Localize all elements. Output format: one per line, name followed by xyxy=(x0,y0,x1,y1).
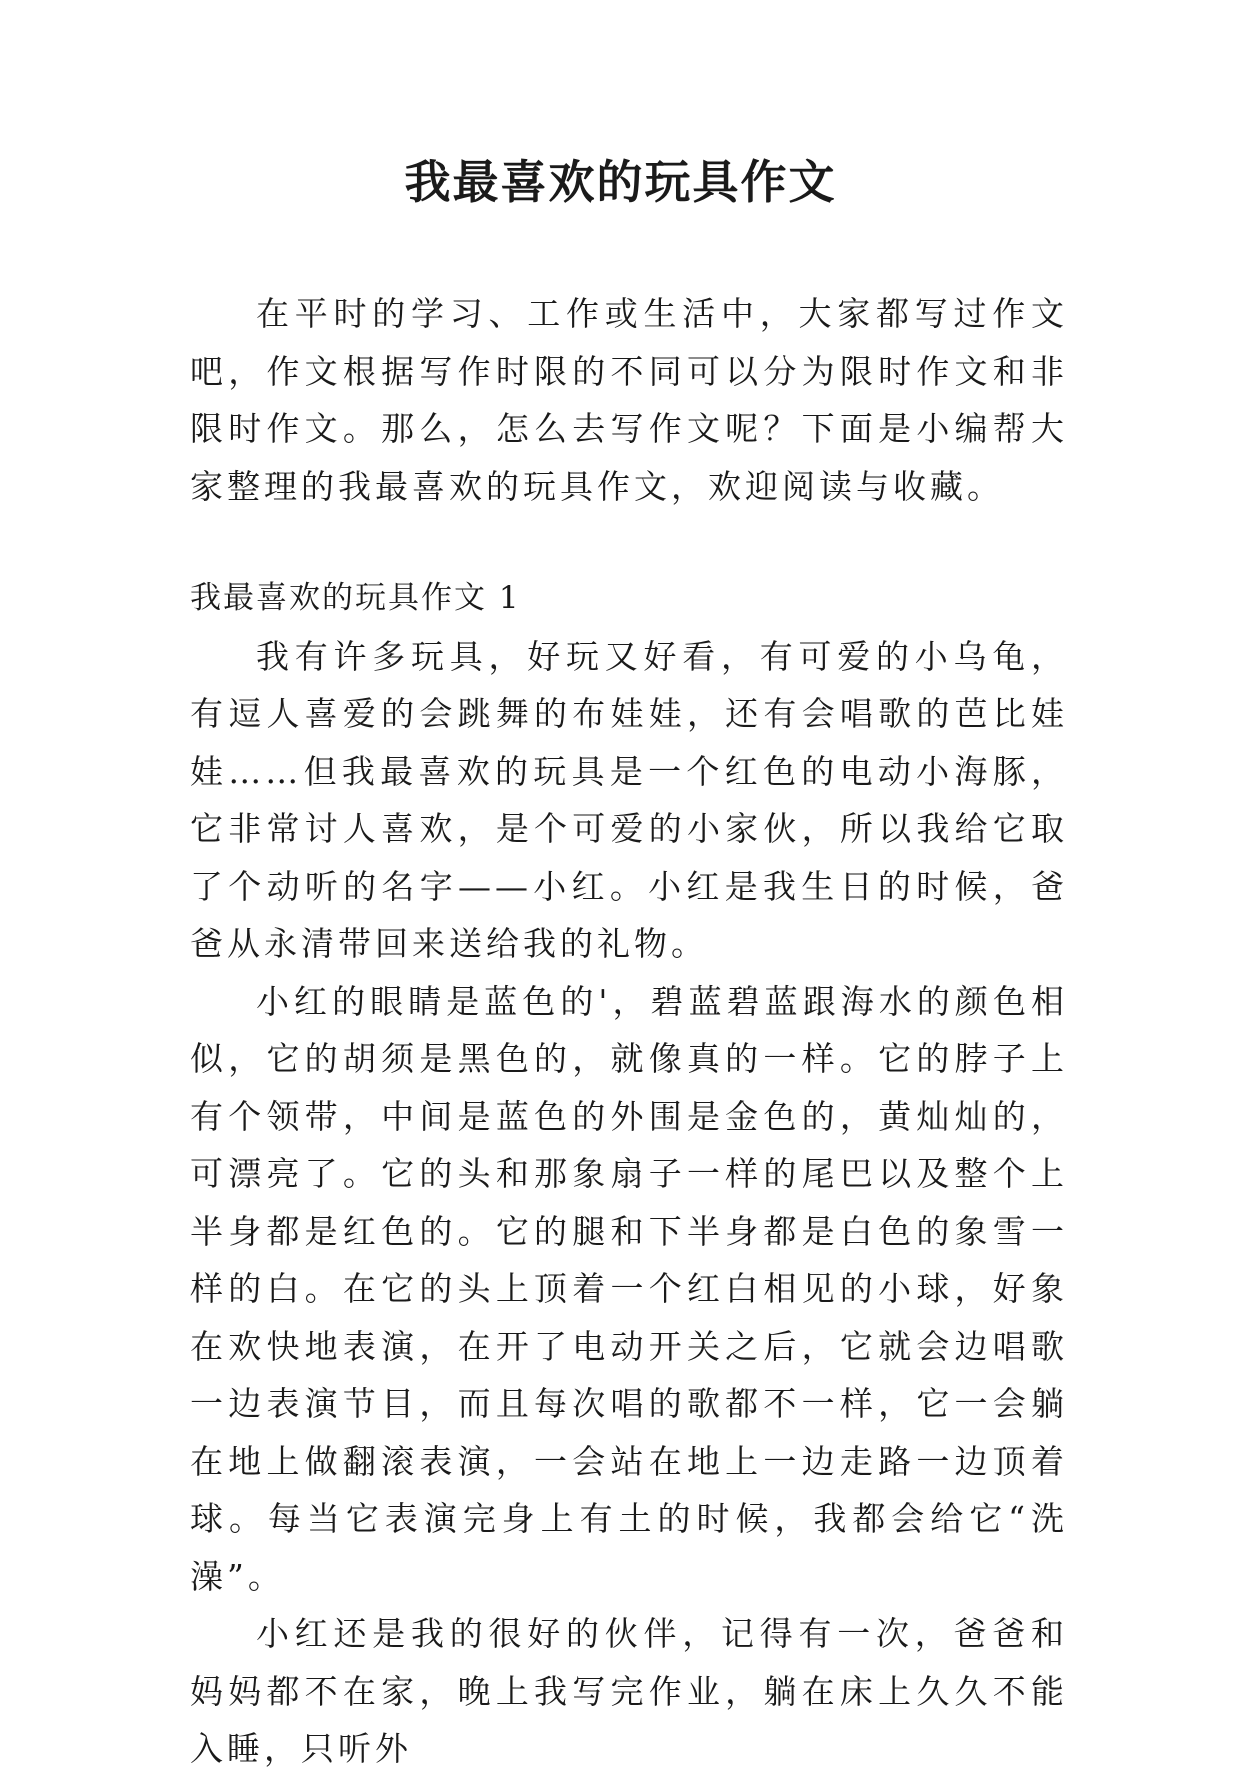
body-paragraph: 我有许多玩具，好玩又好看，有可爱的小乌龟，有逗人喜爱的会跳舞的布娃娃，还有会唱歌的芭比娃娃……但我最喜欢的玩具是一个红色的电动小海豚，它非常讨人喜欢，是个可爱的小家伙，所以我给它取了个动听的名字——小红。小红是我生日的时候，爸爸从永清带回来送给我的礼物。 xyxy=(190,636,1068,963)
document-title: 我最喜欢的玩具作文 xyxy=(404,155,837,209)
body-paragraph: 小红的眼睛是蓝色的'，碧蓝碧蓝跟海水的颜色相似，它的胡须是黑色的，就像真的一样。它的脖子上有个领带，中间是蓝色的外围是金色的，黄灿灿的，可漂亮了。它的头和那象扇子一样的尾巴以及整个上半身都是红色的。它的腿和下半身都是白色的象雪一样的白。在它的头上顶着一个红白相见的小球，好象在欢快地表演，在开了电动开关之后，它就会边唱歌一边表演节目，而且每次唱的歌都不一样，它一会躺在地上做翻滚表演，一会站在地上一边走路一边顶着球。每当它表演完身上有土的时候，我都会给它“洗澡”。 xyxy=(190,981,1068,1596)
body-paragraph: 小红还是我的很好的伙伴，记得有一次，爸爸和妈妈都不在家，晚上我写完作业，躺在床上久久不能入睡，只听外 xyxy=(190,1614,1068,1768)
section-heading: 我最喜欢的玩具作文 1 xyxy=(190,580,521,616)
document-body xyxy=(190,285,1068,1778)
intro-paragraph: 在平时的学习、工作或生活中，大家都写过作文吧，作文根据写作时限的不同可以分为限时作文和非限时作文。那么，怎么去写作文呢？下面是小编帮大家整理的我最喜欢的玩具作文，欢迎阅读与收藏。 xyxy=(190,294,1068,506)
